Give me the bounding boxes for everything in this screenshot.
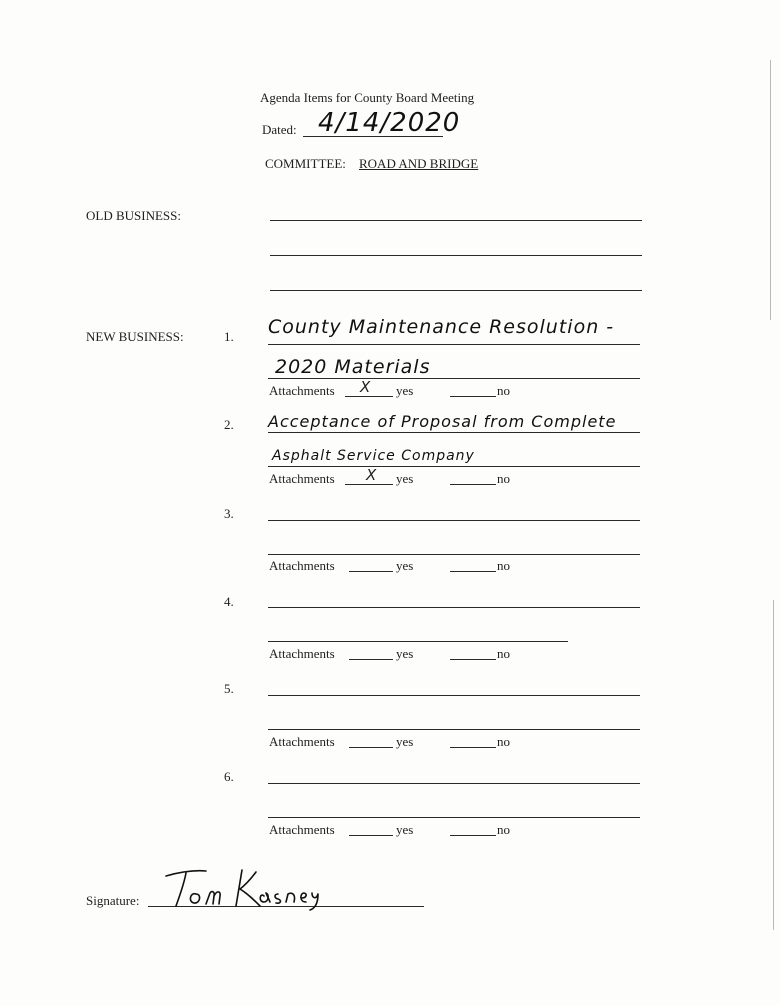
- signature-label: Signature:: [86, 893, 140, 908]
- old-business-line-2: [270, 255, 642, 256]
- no-blank: [450, 396, 496, 397]
- yes-label: yes: [396, 646, 414, 661]
- item-1-underline-2: [268, 378, 640, 379]
- old-business-line-1: [270, 220, 642, 221]
- no-label: no: [497, 383, 510, 398]
- no-blank: [450, 571, 496, 572]
- item-1-underline-1: [268, 344, 640, 345]
- attachments-label: Attachments: [269, 383, 335, 398]
- no-label: no: [497, 646, 510, 661]
- yes-check-mark: X: [360, 378, 371, 396]
- yes-blank: [349, 659, 393, 660]
- no-label: no: [497, 471, 510, 486]
- old-business-label: OLD BUSINESS:: [86, 208, 181, 223]
- yes-label: yes: [396, 471, 414, 486]
- yes-label: yes: [396, 383, 414, 398]
- item-number: 3.: [224, 506, 234, 521]
- no-blank: [450, 659, 496, 660]
- committee-value: ROAD AND BRIDGE: [359, 156, 479, 171]
- no-label: no: [497, 822, 510, 837]
- no-blank: [450, 747, 496, 748]
- attachments-label: Attachments: [269, 558, 335, 573]
- item-number: 5.: [224, 681, 234, 696]
- item-2-underline-2: [268, 466, 640, 467]
- no-blank: [450, 484, 496, 485]
- item-6-underline-1: [268, 783, 640, 784]
- item-number: 6.: [224, 769, 234, 784]
- new-business-label: NEW BUSINESS:: [86, 329, 184, 344]
- yes-label: yes: [396, 734, 414, 749]
- item-number: 4.: [224, 594, 234, 609]
- no-label: no: [497, 734, 510, 749]
- item-4-underline-1: [268, 607, 640, 608]
- item-5-underline-1: [268, 695, 640, 696]
- signature-handwritten: [160, 862, 325, 912]
- no-label: no: [497, 558, 510, 573]
- attachments-label: Attachments: [269, 822, 335, 837]
- attachments-label: Attachments: [269, 646, 335, 661]
- scan-edge-mark: [773, 600, 774, 930]
- attachments-label: Attachments: [269, 734, 335, 749]
- yes-label: yes: [396, 558, 414, 573]
- item-2-underline-1: [268, 432, 640, 433]
- item-number: 2.: [224, 417, 234, 432]
- item-2-line-1: Acceptance of Proposal from Complete: [268, 412, 617, 431]
- item-3-underline-2: [268, 554, 640, 555]
- yes-blank: [345, 396, 393, 397]
- item-5-underline-2: [268, 729, 640, 730]
- dated-label: Dated:: [262, 122, 297, 137]
- item-2-line-2: Asphalt Service Company: [272, 448, 475, 464]
- scan-edge-mark: [770, 60, 771, 320]
- yes-blank: [345, 484, 393, 485]
- item-1-line-1: County Maintenance Resolution -: [268, 316, 615, 338]
- old-business-line-3: [270, 290, 642, 291]
- dated-value: 4/14/2020: [318, 108, 461, 138]
- item-6-underline-2: [268, 817, 640, 818]
- yes-blank: [349, 835, 393, 836]
- yes-blank: [349, 747, 393, 748]
- yes-blank: [349, 571, 393, 572]
- committee-label: COMMITTEE:: [265, 156, 346, 171]
- no-blank: [450, 835, 496, 836]
- attachments-label: Attachments: [269, 471, 335, 486]
- item-4-underline-2: [268, 641, 568, 642]
- yes-check-mark: X: [366, 466, 377, 484]
- item-3-underline-1: [268, 520, 640, 521]
- item-1-line-2: 2020 Materials: [275, 356, 431, 378]
- item-number: 1.: [224, 329, 234, 344]
- yes-label: yes: [396, 822, 414, 837]
- form-title: Agenda Items for County Board Meeting: [260, 90, 475, 105]
